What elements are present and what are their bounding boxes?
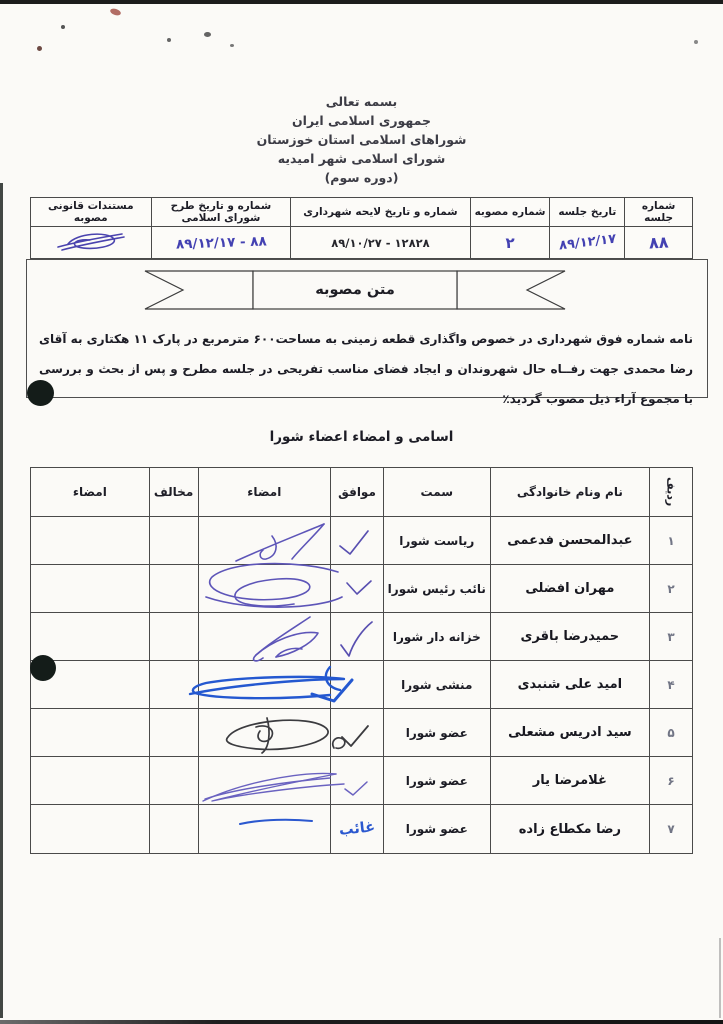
document-letterhead (0, 92, 723, 187)
meta-header-resolution-number: شماره مصوبه (470, 198, 550, 226)
oppose-signature-cell (31, 517, 149, 564)
member-name-cell: مهران افضلی (490, 565, 650, 612)
member-position-cell: عضو شورا (383, 709, 490, 756)
meta-header-session-date: تاریخ جلسه (549, 198, 624, 226)
row-number-cell: ۴ (649, 661, 692, 708)
scan-edge-left (0, 183, 3, 1018)
scan-edge-bottom (0, 1020, 723, 1024)
member-position-cell: عضو شورا (383, 805, 490, 853)
oppose-signature-cell (31, 805, 149, 853)
meta-table-header-row (31, 198, 692, 227)
oppose-cell (149, 757, 198, 804)
scan-speck (167, 38, 171, 42)
member-row (31, 517, 692, 565)
col-header-position: سمت (383, 468, 490, 516)
member-name-cell: حمیدرضا باقری (490, 613, 650, 660)
member-name-cell: رضا مکطاع زاده (490, 805, 650, 853)
scan-speck (204, 32, 211, 37)
hole-punch-mark (30, 655, 56, 681)
member-row (31, 613, 692, 661)
session-meta-table (30, 197, 693, 259)
member-position-cell: ریاست شورا (383, 517, 490, 564)
col-header-row-number: ردیف (649, 468, 692, 516)
col-header-signature: امضاء (198, 468, 331, 516)
letterhead-line: (دوره سوم) (324, 170, 399, 185)
resolution-number-value: ۲ (470, 227, 550, 258)
oppose-signature-cell (31, 709, 149, 756)
oppose-signature-cell (31, 613, 149, 660)
members-table (30, 467, 693, 854)
member-row (31, 661, 692, 709)
signature-cell (198, 805, 331, 853)
meta-header-plan-number-date: شماره و تاریخ طرح شورای اسلامی (151, 198, 291, 226)
plan-number-date-value: ۸۹/۱۲/۱۷ - ۸۸ (151, 227, 291, 258)
col-header-oppose: مخالف (149, 468, 198, 516)
row-number-cell: ۳ (649, 613, 692, 660)
signature-cell (198, 757, 331, 804)
resolution-text: نامه شماره فوق شهرداری در خصوص واگذاری قطعه زمینی به مساحت۶۰۰ مترمربع در پارک ۱۱ هکتاری به آقای رضا محمدی جهت رفــاه حال شهروندان و ایجاد فضای مناسب تفریحی در جلسه مطرح و پس از بحث و بررسی با مجموع آراء ذیل مصوب گردید٪ (39, 332, 693, 406)
resolution-ribbon (143, 268, 567, 312)
scan-speck (109, 7, 121, 16)
bill-number-date-value: ۸۹/۱۰/۲۷ - ۱۲۸۲۸ (290, 227, 469, 258)
signature-cell (198, 565, 331, 612)
row-number-cell: ۷ (649, 805, 692, 853)
signature-cell (198, 709, 331, 756)
scan-speck (694, 40, 698, 44)
member-row (31, 709, 692, 757)
meta-table-value-row (31, 227, 692, 258)
col-header-name: نام ونام خانوادگی (490, 468, 650, 516)
row-number-cell: ۲ (649, 565, 692, 612)
col-header-agree: موافق (330, 468, 383, 516)
oppose-cell (149, 805, 198, 853)
scan-edge-top (0, 0, 723, 4)
member-row (31, 805, 692, 853)
member-row (31, 757, 692, 805)
scan-speck (37, 46, 42, 51)
oppose-cell (149, 613, 198, 660)
oppose-cell (149, 661, 198, 708)
member-name-cell: غلامرضا یار (490, 757, 650, 804)
signature-cell (198, 517, 331, 564)
oppose-signature-cell (31, 565, 149, 612)
meta-header-bill-number-date: شماره و تاریخ لایحه شهرداری (290, 198, 469, 226)
member-position-cell: منشی شورا (383, 661, 490, 708)
oppose-cell (149, 517, 198, 564)
agree-cell (330, 613, 383, 660)
scan-edge-right (719, 938, 721, 1018)
member-row (31, 565, 692, 613)
session-number-value: ۸۸ (624, 227, 692, 258)
member-name-cell: عبدالمحسن فدعمی (490, 517, 650, 564)
oppose-cell (149, 565, 198, 612)
member-name-cell: امید علی شنبدی (490, 661, 650, 708)
hole-punch-mark (27, 380, 54, 406)
letterhead-line: بسمه تعالی (325, 94, 398, 109)
absent-note: غائب (338, 819, 376, 839)
col-header-oppose-signature: امضاء (72, 485, 107, 499)
oppose-cell (149, 709, 198, 756)
signature-cell (198, 661, 331, 708)
agree-cell (330, 517, 383, 564)
member-name-cell: سید ادریس مشعلی (490, 709, 650, 756)
agree-cell (330, 565, 383, 612)
agree-cell (330, 805, 383, 853)
letterhead-line: جمهوری اسلامی ایران (292, 113, 431, 128)
member-position-cell: عضو شورا (383, 757, 490, 804)
agree-cell (330, 709, 383, 756)
scan-speck (61, 25, 65, 29)
session-date-value: ۸۹/۱۲/۱۷ (549, 227, 624, 258)
scan-speck (230, 44, 234, 47)
row-number-cell: ۶ (649, 757, 692, 804)
agree-cell (330, 661, 383, 708)
members-section-title: اسامی و امضاء اعضاء شورا (269, 429, 454, 445)
agree-cell (330, 757, 383, 804)
members-table-header (31, 468, 692, 517)
signature-cell (198, 613, 331, 660)
ribbon-title: متن مصوبه (315, 282, 395, 298)
letterhead-line: شورای اسلامی شهر امیدیه (277, 151, 446, 166)
meta-header-legal-docs: مستندات قانونی مصوبه (48, 200, 134, 224)
member-position-cell: خزانه دار شورا (383, 613, 490, 660)
letterhead-line: شوراهای اسلامی استان خوزستان (256, 132, 467, 147)
meta-header-session-number: شماره جلسه (624, 198, 692, 226)
row-number-cell: ۱ (649, 517, 692, 564)
oppose-signature-cell (31, 757, 149, 804)
member-position-cell: نائب رئیس شورا (383, 565, 490, 612)
row-number-cell: ۵ (649, 709, 692, 756)
legal-docs-value (31, 227, 151, 258)
